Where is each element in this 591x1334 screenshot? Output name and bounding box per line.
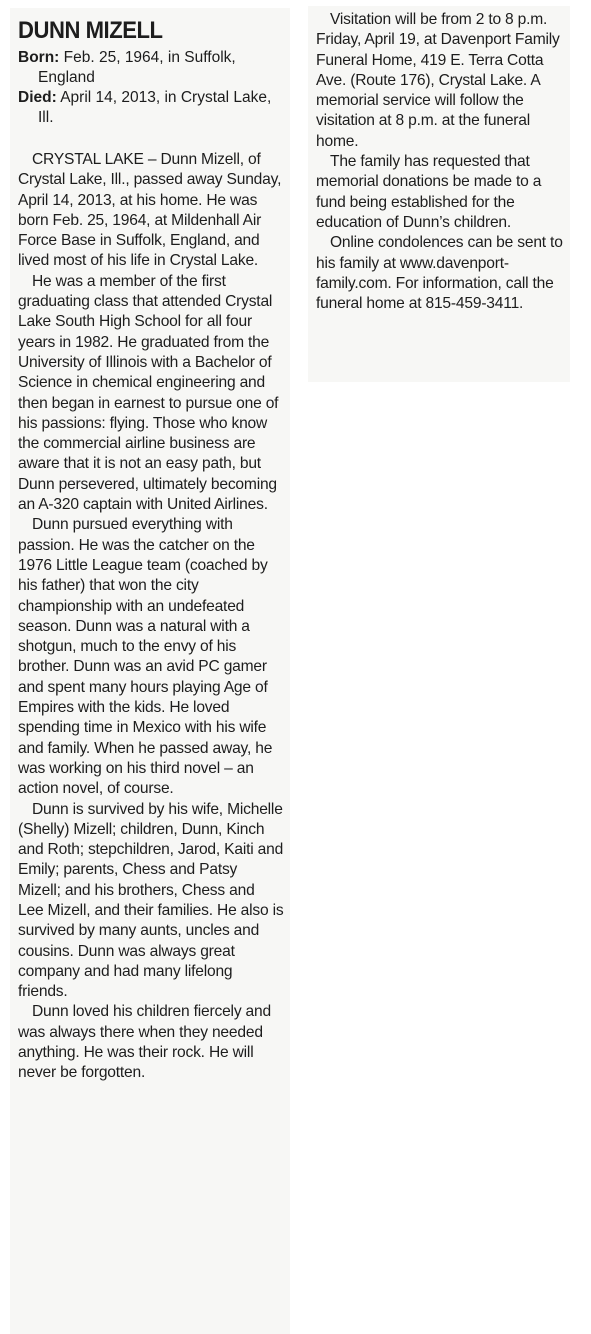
obituary-body-left <box>18 150 284 1084</box>
died-line <box>18 88 284 128</box>
born-value: Feb. 25, 1964, in Suffolk, England <box>38 49 236 86</box>
obituary-clipping-right <box>308 6 570 382</box>
paragraph-condolences: Online condolences can be sent to his family at www.davenport-family.com. For information, call the funeral home at 815-459-3411. <box>316 234 563 313</box>
obituary-body-right <box>316 10 566 314</box>
paragraph-memorials: The family has requested that memorial donations be made to a fund being established for the education of Dunn’s children. <box>316 153 542 231</box>
paragraph-passions: Dunn pursued everything with passion. He was the catcher on the 1976 Little League team (coached by his father) that won the city championship with an undefeated season. Dunn was a natural with a shotgun, much to the envy of his brother. Dunn was an avid PC gamer and spent many hours playing Age of Empires with the kids. He loved spending time in Mexico with his wife and family. When he passed away, he was working on his third novel – an action novel, of course. <box>18 516 273 798</box>
died-value: April 14, 2013, in Crystal Lake, Ill. <box>38 89 272 126</box>
died-label: Died: <box>18 89 57 106</box>
paragraph-education-career: He was a member of the first graduating class that attended Crystal Lake South High School for all four years in 1982. He graduated from the University of Illinois with a Bachelor of Science in chemical engineering and then began in earnest to pursue one of his passions: flying. Those who know the commercial airline business are aware that it is not an easy path, but Dunn persevered, ultimately becoming an A-320 captain with United Airlines. <box>18 272 279 514</box>
paragraph-survivors: Dunn is survived by his wife, Michelle (Shelly) Mizell; children, Dunn, Kinch and Roth; stepchildren, Jarod, Kaiti and Emily; parents, Chess and Patsy Mizell; and his brothers, Chess and Lee Mizell, and their families. He also is survived by many aunts, uncles and cousins. Dunn was always great company and had many lifelong friends. <box>18 800 284 1001</box>
obituary-name: DUNN MIZELL <box>18 17 163 44</box>
paragraph-visitation: Visitation will be from 2 to 8 p.m. Friday, April 19, at Davenport Family Funeral Home, 419 E. Terra Cotta Ave. (Route 176), Crystal Lake. A memorial service will follow the visitation at 8 p.m. at the funeral home. <box>316 11 560 150</box>
paragraph-announcement: CRYSTAL LAKE – Dunn Mizell, of Crystal Lake, Ill., passed away Sunday, April 14, 2013, at his home. He was born Feb. 25, 1964, at Mildenhall Air Force Base in Suffolk, England, and lived most of his life in Crystal Lake. <box>18 151 282 270</box>
obituary-clipping-left <box>10 8 290 1334</box>
born-line <box>18 48 284 88</box>
paragraph-children: Dunn loved his children fiercely and was always there when they needed anything. He was their rock. He will never be forgotten. <box>18 1003 271 1082</box>
born-label: Born: <box>18 49 60 66</box>
